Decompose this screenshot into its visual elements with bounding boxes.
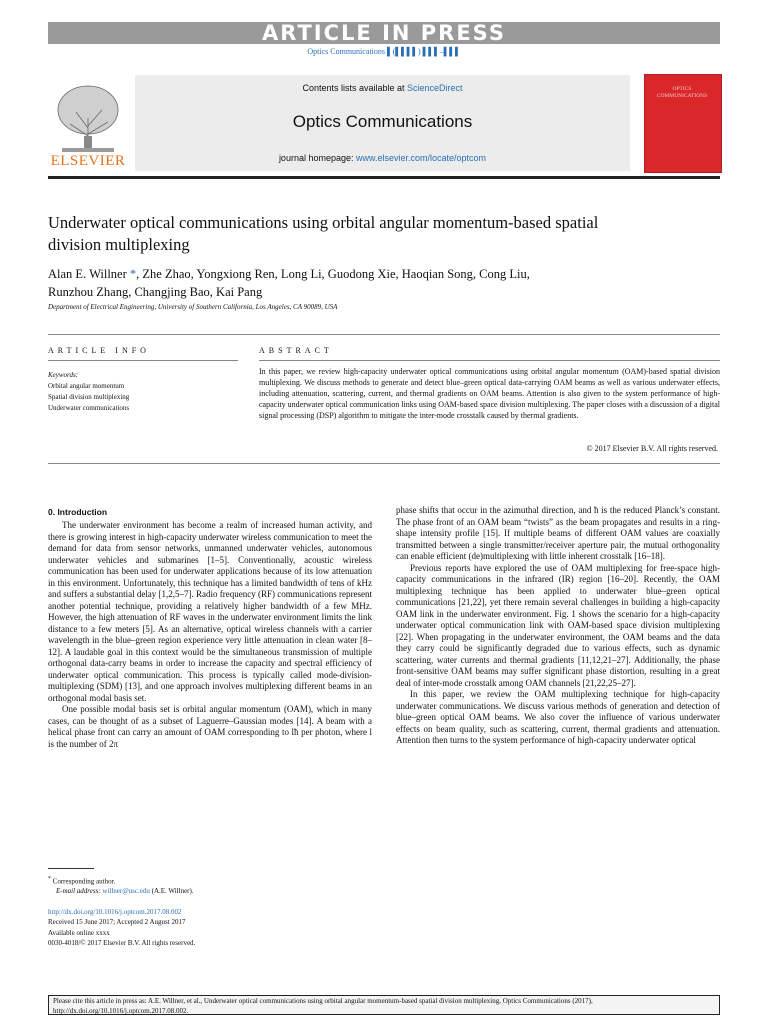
keywords-label: Keywords: [48,371,79,379]
citation-notice: Please cite this article in press as: A.E. Willner, et al., Underwater optical communications using orbital angular momentum-based spatial division multiplexing, Optics Communications (2017), http://dx.doi.org/10.1016/j.optcom.2017.08.002. [48,995,720,1015]
body-column-right [396,505,720,747]
journal-title: Optics Communications [292,112,473,131]
keyword: Underwater communications [48,404,130,412]
paragraph: phase shifts that occur in the azimuthal direction, and ħ is the reduced Planck’s constant. The phase front of an OAM beam “twists” as the beam propagates and results in a ring-shape intensity profile [15]. If multiple beams of different OAM values are coaxially transmitted between a single transmitter/receiver aperture pair, the mutual orthogonality can enable efficient (de)multiplexing with little inherent crosstalk [16–18]. [396,505,720,561]
footnote-rule [48,868,94,869]
affiliation: Department of Electrical Engineering, University of Southern California, Los Angeles, CA 90089, USA [48,303,338,311]
journal-reference-name[interactable]: Optics Communications [307,47,385,56]
received-dates: Received 15 June 2017; Accepted 2 August 2017 [48,918,186,927]
homepage-link[interactable]: www.elsevier.com/locate/optcom [356,153,487,163]
corresponding-author-marker[interactable]: * [126,267,137,281]
sciencedirect-link[interactable]: ScienceDirect [407,83,463,93]
keywords-block [48,370,238,414]
keyword: Spatial division multiplexing [48,393,130,401]
abstract-text: In this paper, we review high-capacity underwater optical communications using orbital angular momentum (OAM)-based spatial division multiplexing. We discuss methods to generate and detect blue–green optical data-carrying OAM beams as well as various underwater effects, including attenuation, scattering, current, and thermal gradients on OAM beams. Attention is also given to the system performance of high-capacity underwater optical communication links using OAM-based space division multiplexing. The paper closes with a discussion of a digital signal processing (DSP) algorithm to mitigate the inter-mode crosstalk caused by thermal gradients. [259,367,720,421]
body-column-left [48,520,372,750]
section-heading-introduction: 0. Introduction [48,507,108,517]
abstract-heading: ABSTRACT [259,346,333,355]
homepage-prefix: journal homepage: [278,153,356,163]
email-label: E-mail address: [56,887,103,896]
keyword: Orbital angular momentum [48,382,125,390]
footnote-marker: * [48,876,51,882]
banner-text: ARTICLE IN PRESS [262,21,506,45]
journal-homepage [135,153,630,163]
authors-line1: , Zhe Zhao, Yongxiong Ren, Long Li, Guodong Xie, Haoqian Song, Cong Liu, [136,267,530,281]
article-info-rule [48,360,238,361]
doi-link[interactable]: http://dx.doi.org/10.1016/j.optcom.2017.08.002 [48,908,182,916]
cover-title: OPTICS COMMUNICATIONS [656,86,708,99]
author-first: Alan E. Willner [48,267,127,281]
publication-info [48,907,378,949]
corresponding-author-note: Corresponding author. [52,877,116,886]
author-list [48,265,648,301]
contents-prefix: Contents lists available at [302,83,408,93]
journal-reference-marks: ▌(▌▌▌▌) ▌▌▌–▌▌▌ [386,47,461,56]
authors-line2: Runzhou Zhang, Changjing Bao, Kai Pang [48,285,263,299]
paragraph: The underwater environment has become a realm of increased human activity, and there is growing interest in high-capacity underwater wireless communication to meet the demand for data from sensor networks, unmanned underwater vehicles, autonomous underwater vehicles and submarines [1–5]. Conventionally, acoustic wireless communication has been used for underwater applications because of its low attenuation in this environment. Unfortunately, this technique has a limited bandwidth of tens of kHz and suffers a substantial delay [1,2,5–7]. Radio frequency (RF) communications represent another potential technique, providing a relatively higher bandwidth of a few MHz. However, the high attenuation of RF waves in the underwater environment limits the link distance to a few meters [5]. As an alternative, optical wireless channels with a carrier wavelength in the blue–green region experience very little attenuation in clean water [8–12]. A laudable goal in this context would be the simultaneous transmission of multiple orthogonal data-carry beams in order to increase the capacity and spectral efficiency of underwater optical communication. This process is typically called mode-division-multiplexing (SDM) [13], and one approach involves multiplexing different beams in an orthogonal modal basis set. [48,520,372,703]
divider-bottom [48,463,720,464]
paragraph: In this paper, we review the OAM multiplexing technique for high-capacity underwater communications. We discuss various methods of generation and detection of blue–green optical OAM beams. We also cover the influence of various underwater effects on beam quality, such as scattering, current, thermal gradients and attenuation. Attention then turns to the system performance of high-capacity underwater optical [396,689,720,745]
paragraph: One possible modal basis set is orbital angular momentum (OAM), which in many cases, can be thought of as a subset of Laguerre–Gaussian modes [14]. A beam with a helical phase front can carry an amount of OAM corresponding to lħ per photon, where l is the number of 2π [48,704,372,749]
article-info-heading: ARTICLE INFO [48,346,150,355]
contents-line [135,83,630,93]
abstract-rule [259,360,720,361]
issn-copyright: 0030-4018/© 2017 Elsevier B.V. All rights reserved. [48,939,196,948]
email-suffix: (A.E. Willner). [149,887,194,896]
journal-reference [0,47,768,56]
divider-top [48,334,720,335]
elsevier-wordmark: ELSEVIER [50,153,126,169]
article-title: Underwater optical communications using orbital angular momentum-based spatial division multiplexing [48,213,599,254]
author-email-link[interactable]: willner@usc.edu [102,887,150,896]
abstract-copyright: © 2017 Elsevier B.V. All rights reserved. [586,444,718,453]
available-online: Available online xxxx [48,928,110,937]
header-rule [48,176,720,179]
footnote [48,874,378,896]
paragraph: Previous reports have explored the use of OAM multiplexing for free-space high-capacity communications in the infrared (IR) region [16–20]. Recently, the OAM multiplexing technique has been applied to underwater blue–green optical communications [21,22], yet there remain several challenges in building a high-capacity OAM link in the underwater environment. Fig. 1 shows the scenario for a high-capacity underwater optical communication link with OAM-based space division multiplexing [22]. When propagating in the underwater environment, the OAM beams and the data they carry could be significantly degraded due to various effects, such as dynamic scattering, water currents and thermal gradients [11,12,21–27]. Additionally, the phase front-sensitive OAM beams may suffer significant phase distortion, resulting in a great deal of inter-mode crosstalk among OAM channels [21,22,25–27]. [396,562,720,688]
